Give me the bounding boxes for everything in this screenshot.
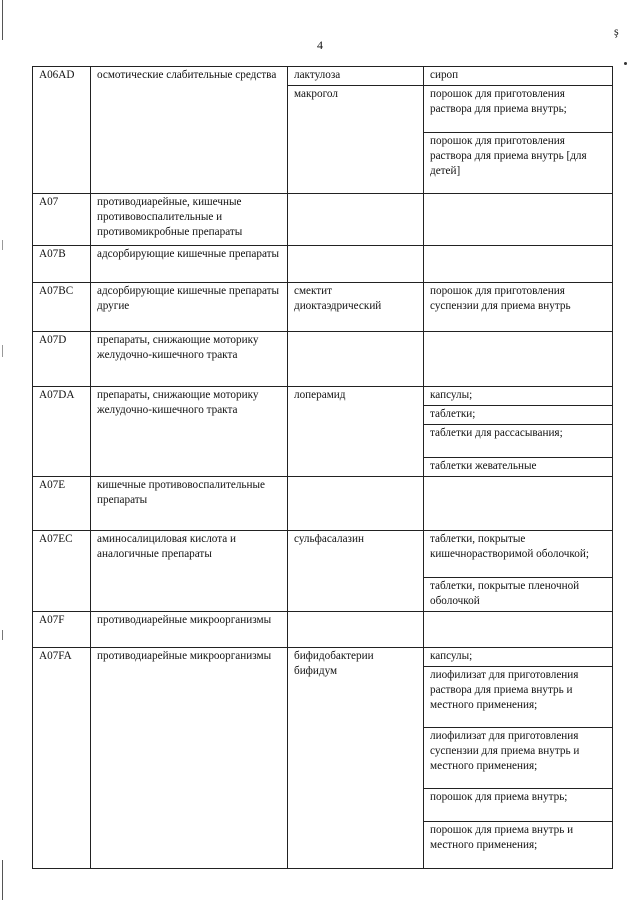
group-name-cell: адсорбирующие кишечные препараты другие xyxy=(91,283,288,332)
group-name-cell: противодиарейные, кишечные противовоспалительные и противомикробные препараты xyxy=(91,194,288,246)
drug-name-cell xyxy=(288,246,424,283)
dosage-form-cell xyxy=(424,194,613,246)
drug-name-cell xyxy=(288,477,424,531)
atc-code-cell: A07EC xyxy=(33,531,91,612)
dosage-form-cell: сироп xyxy=(424,67,613,86)
dosage-form-cell xyxy=(424,612,613,648)
drug-name-cell: макрогол xyxy=(288,86,424,194)
dosage-form-cell xyxy=(424,246,613,283)
scan-edge-mark xyxy=(2,345,3,357)
group-name-cell: препараты, снижающие моторику желудочно-кишечного тракта xyxy=(91,332,288,387)
drug-name-cell xyxy=(288,612,424,648)
dosage-form-cell xyxy=(424,332,613,387)
table-row xyxy=(33,67,613,86)
scan-edge-mark xyxy=(2,860,3,900)
table-row xyxy=(33,194,613,246)
table-row xyxy=(33,612,613,648)
scan-edge-mark xyxy=(2,240,3,250)
dosage-form-cell: таблетки для рассасывания; xyxy=(424,425,613,458)
atc-code-cell: A07F xyxy=(33,612,91,648)
table-row xyxy=(33,246,613,283)
page-number: 4 xyxy=(317,38,323,52)
dosage-form-cell: таблетки, покрытые пленочной оболочкой xyxy=(424,578,613,612)
dosage-form-cell: порошок для приема внутрь; xyxy=(424,789,613,822)
dosage-form-cell: таблетки жевательные xyxy=(424,458,613,477)
dosage-form-cell: таблетки, покрытые кишечнорастворимой оболочкой; xyxy=(424,531,613,578)
scan-edge-mark xyxy=(2,630,3,640)
group-name-cell: аминосалициловая кислота и аналогичные препараты xyxy=(91,531,288,612)
drug-name-cell: бифидобактерии бифидум xyxy=(288,648,424,869)
scan-edge-mark xyxy=(2,0,3,40)
drug-table xyxy=(32,66,613,869)
atc-code-cell: A07B xyxy=(33,246,91,283)
drug-name-cell: смектит диоктаэдрический xyxy=(288,283,424,332)
drug-name-cell: сульфасалазин xyxy=(288,531,424,612)
dosage-form-cell: порошок для приема внутрь и местного применения; xyxy=(424,822,613,869)
drug-name-cell: лактулоза xyxy=(288,67,424,86)
atc-code-cell: A07E xyxy=(33,477,91,531)
dosage-form-cell: порошок для приготовления раствора для приема внутрь [для детей] xyxy=(424,133,613,194)
atc-code-cell: A06AD xyxy=(33,67,91,194)
atc-code-cell: A07D xyxy=(33,332,91,387)
drug-table-body xyxy=(33,67,613,869)
dosage-form-cell: капсулы; xyxy=(424,387,613,406)
drug-name-cell xyxy=(288,332,424,387)
atc-code-cell: A07DA xyxy=(33,387,91,477)
drug-name-cell: лоперамид xyxy=(288,387,424,477)
group-name-cell: противодиарейные микроорганизмы xyxy=(91,612,288,648)
table-row xyxy=(33,387,613,406)
group-name-cell: кишечные противовоспалительные препараты xyxy=(91,477,288,531)
corner-mark: ş xyxy=(614,24,619,38)
table-row xyxy=(33,283,613,332)
group-name-cell: противодиарейные микроорганизмы xyxy=(91,648,288,869)
atc-code-cell: A07 xyxy=(33,194,91,246)
dosage-form-cell: лиофилизат для приготовления раствора для приема внутрь и местного применения; xyxy=(424,667,613,728)
dosage-form-cell xyxy=(424,477,613,531)
drug-name-cell xyxy=(288,194,424,246)
group-name-cell: препараты, снижающие моторику желудочно-кишечного тракта xyxy=(91,387,288,477)
dosage-form-cell: порошок для приготовления раствора для приема внутрь; xyxy=(424,86,613,133)
dosage-form-cell: лиофилизат для приготовления суспензии для приема внутрь и местного применения; xyxy=(424,728,613,789)
dosage-form-cell: капсулы; xyxy=(424,648,613,667)
corner-dot xyxy=(624,62,627,65)
atc-code-cell: A07BC xyxy=(33,283,91,332)
group-name-cell: осмотические слабительные средства xyxy=(91,67,288,194)
atc-code-cell: A07FA xyxy=(33,648,91,869)
table-row xyxy=(33,477,613,531)
table-row xyxy=(33,531,613,578)
group-name-cell: адсорбирующие кишечные препараты xyxy=(91,246,288,283)
table-row xyxy=(33,648,613,667)
dosage-form-cell: таблетки; xyxy=(424,406,613,425)
dosage-form-cell: порошок для приготовления суспензии для приема внутрь xyxy=(424,283,613,332)
table-row xyxy=(33,332,613,387)
